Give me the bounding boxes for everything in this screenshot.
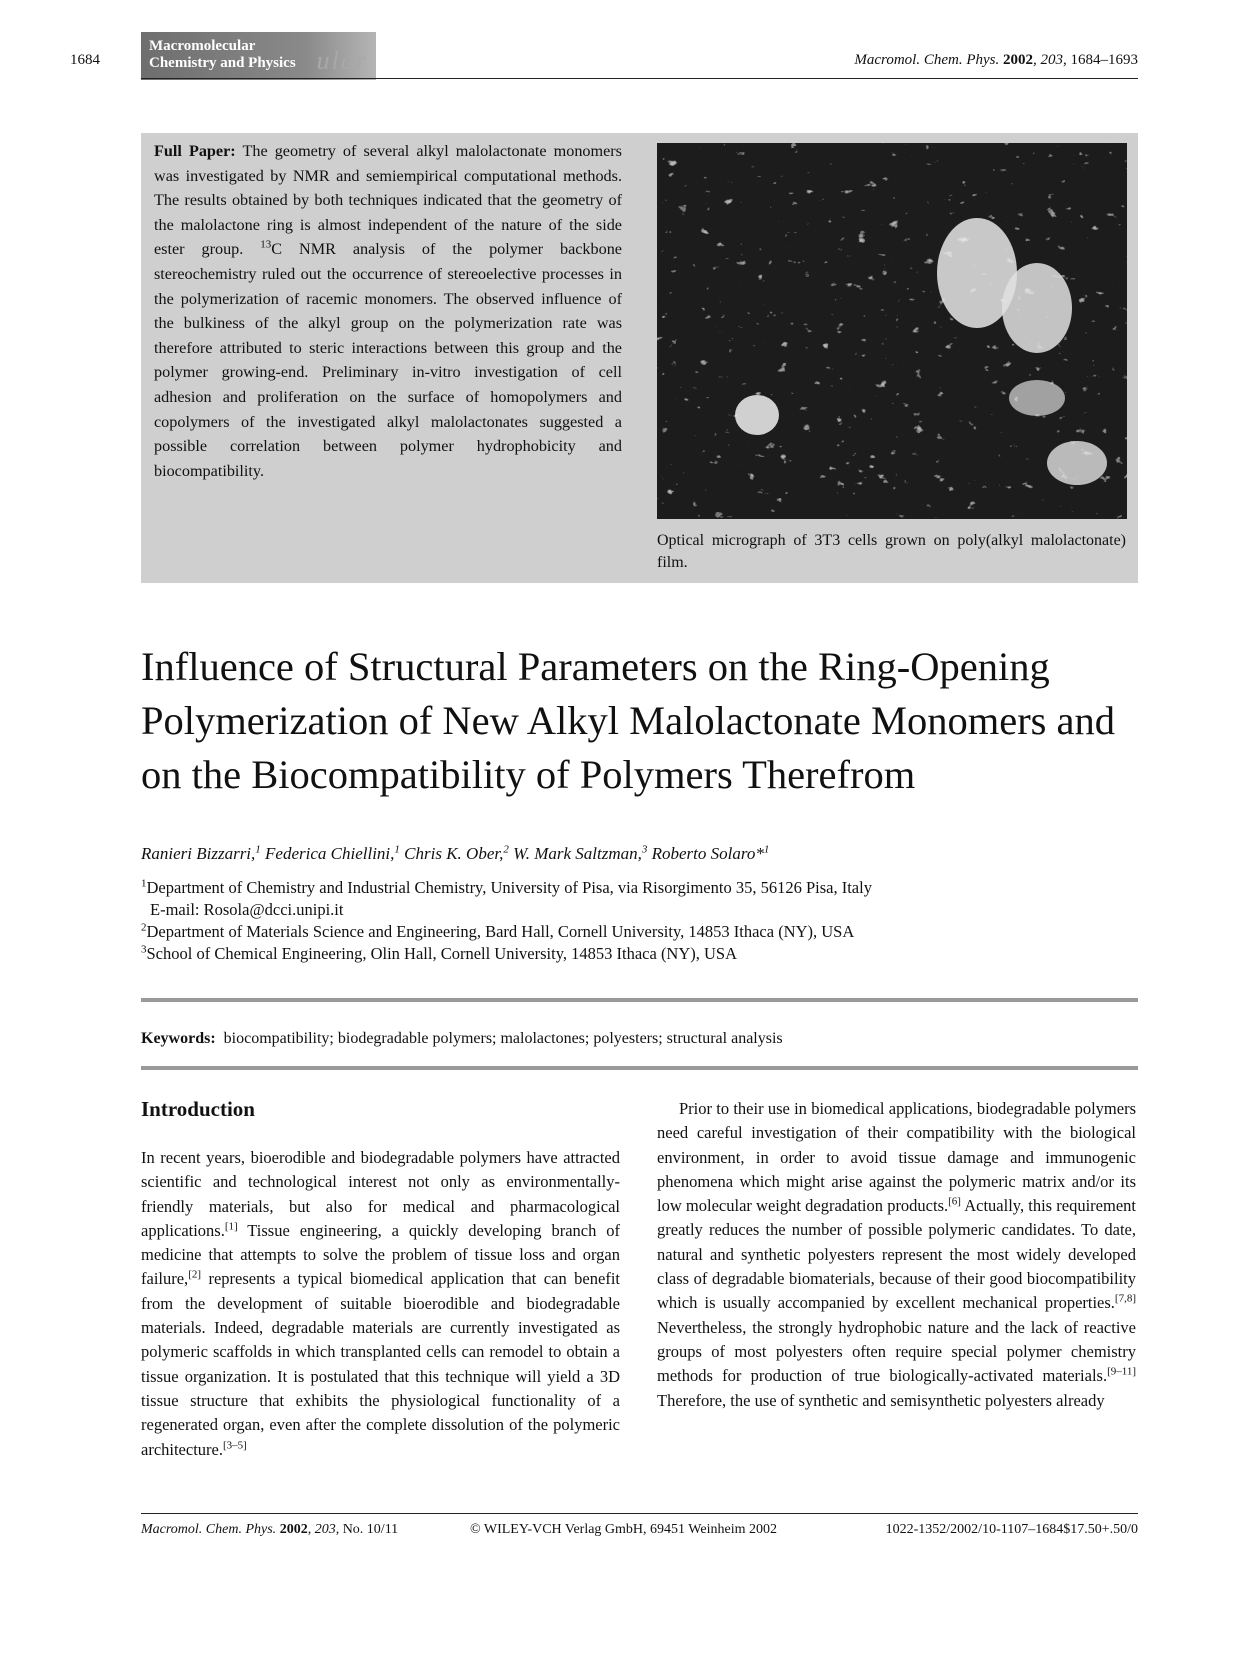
author: Roberto Solaro* [651,844,764,863]
author: Federica Chiellini, [265,844,395,863]
footer-copyright: © WILEY-VCH Verlag GmbH, 69451 Weinheim 2002 [470,1522,777,1537]
paper-title: Influence of Structural Parameters on the Ring-Opening Polymerization of New Alkyl Malolactonate Monomers and on the Biocompatibility of Polymers Therefrom [141,644,1116,797]
contact-email: E-mail: Rosola@dcci.unipi.it [150,900,344,919]
page-number: 1684 [70,52,100,68]
citation-ref: [1] [224,1220,238,1233]
journal-logo [141,32,376,80]
author: Chris K. Ober, [404,844,504,863]
footer-code: 1022-1352/2002/10-1107–1684$17.50+.50/0 [885,1522,1138,1537]
body-column-right: Prior to their use in biomedical applications, biodegradable polymers need careful investigation of their compatibility with the biological environment, in order to avoid tissue damage and immunogenic phenomena which might arise against the polymeric matrix and/or its low molecular weight degradation products.[6] Actually, this requirement greatly reduces the number of possible polymeric candidates. To date, natural and synthetic polyesters represent the most widely developed class of degradable biomaterials, because of their good biocompatibility which is usually accompanied by excellent mechanical properties.[7,8] Nevertheless, the strongly hydrophobic nature and the lack of reactive groups of most polyesters often require special polymer chemistry methods for production of true biologically-activated materials.[9–11] Therefore, the use of synthetic and semisynthetic polyesters already [657,1099,1136,1410]
author: Ranieri Bizzarri, [141,844,256,863]
header-rule [141,78,1138,79]
section-heading: Introduction [141,1097,255,1121]
author: W. Mark Saltzman, [513,844,642,863]
citation-ref: [2] [188,1268,202,1281]
author-list: Ranieri Bizzarri,$^1$ Federica Chiellini,$^1$ Chris K. Ober,$^2$ W. Mark Saltzman,$^3$ Roberto Solaro*$^1$ [141,843,770,863]
footer-rule [141,1513,1138,1514]
micrograph-image [657,143,1127,519]
logo-line1: Macromolecular [149,38,256,54]
citation-ref: [7,8] [1114,1292,1136,1305]
affiliation-2: $^2$Department of Materials Science and Engineering, Bard Hall, Cornell University, 14853 Ithaca (NY), USA [141,921,855,941]
abstract-text: Full Paper: The geometry of several alkyl malolactonate monomers was investigated by NMR and semiempirical computational methods. The results obtained by both techniques indicated that the geometry of the malolactone ring is almost independent of the nature of the side ester group. $^{13}$C NMR analysis of the polymer backbone stereochemistry ruled out the occurrence of stereoelective processes in the polymerization of racemic monomers. The observed influence of the bulkiness of the alkyl group on the polymerization rate was therefore attributed to steric interactions between this group and the polymer growing-end. Preliminary in-vitro investigation of cell adhesion and proliferation on the surface of homopolymers and copolymers of the investigated alkyl malolactonates suggested a possible correlation between polymer hydrophobicity and biocompatibility. [154,142,622,480]
header-citation: Macromol. Chem. Phys. 2002, 203, 1684–1693 [854,52,1138,68]
abstract-label: Full Paper: [154,142,236,160]
logo-watermark: ular [316,46,368,75]
citation-ref: [9–11] [1107,1365,1136,1378]
keywords: Keywords: biocompatibility; biodegradable polymers; malolactones; polyesters; structural analysis [141,1030,783,1047]
keywords-rule-top [141,998,1138,1002]
keywords-label: Keywords: [141,1030,216,1047]
citation-ref: [6] [948,1195,961,1208]
figure-caption: Optical micrograph of 3T3 cells grown on poly(alkyl malolactonate) film. [657,532,1126,571]
keywords-rule-bottom [141,1066,1138,1070]
citation-ref: [3–5] [222,1439,247,1452]
body-column-left: In recent years, bioerodible and biodegradable polymers have attracted scientific and technological interest not only as environmentally-friendly materials, but also for medical and pharmacological applications.[1] Tissue engineering, a quickly developing branch of medicine that attempts to solve the problem of tissue loss and organ failure,[2] represents a typical biomedical application that can benefit from the development of suitable bioerodible and biodegradable materials. Indeed, degradable materials are currently investigated as polymeric scaffolds in which transplanted cells can remodel to obtain a tissue organization. It is postulated that this technique will yield a 3D tissue structure that exhibits the physiological functionality of a regenerated organ, even after the complete dissolution of the polymeric architecture.[3–5] [141,1148,620,1459]
footer-citation: Macromol. Chem. Phys. 2002, 203, No. 10/11 [141,1522,399,1537]
affiliation-1: $^1$Department of Chemistry and Industrial Chemistry, University of Pisa, via Risorgimento 35, 56126 Pisa, Italy [141,877,872,897]
affiliation-3: $^3$School of Chemical Engineering, Olin Hall, Cornell University, 14853 Ithaca (NY), USA [141,943,738,963]
logo-line2: Chemistry and Physics [149,55,296,71]
